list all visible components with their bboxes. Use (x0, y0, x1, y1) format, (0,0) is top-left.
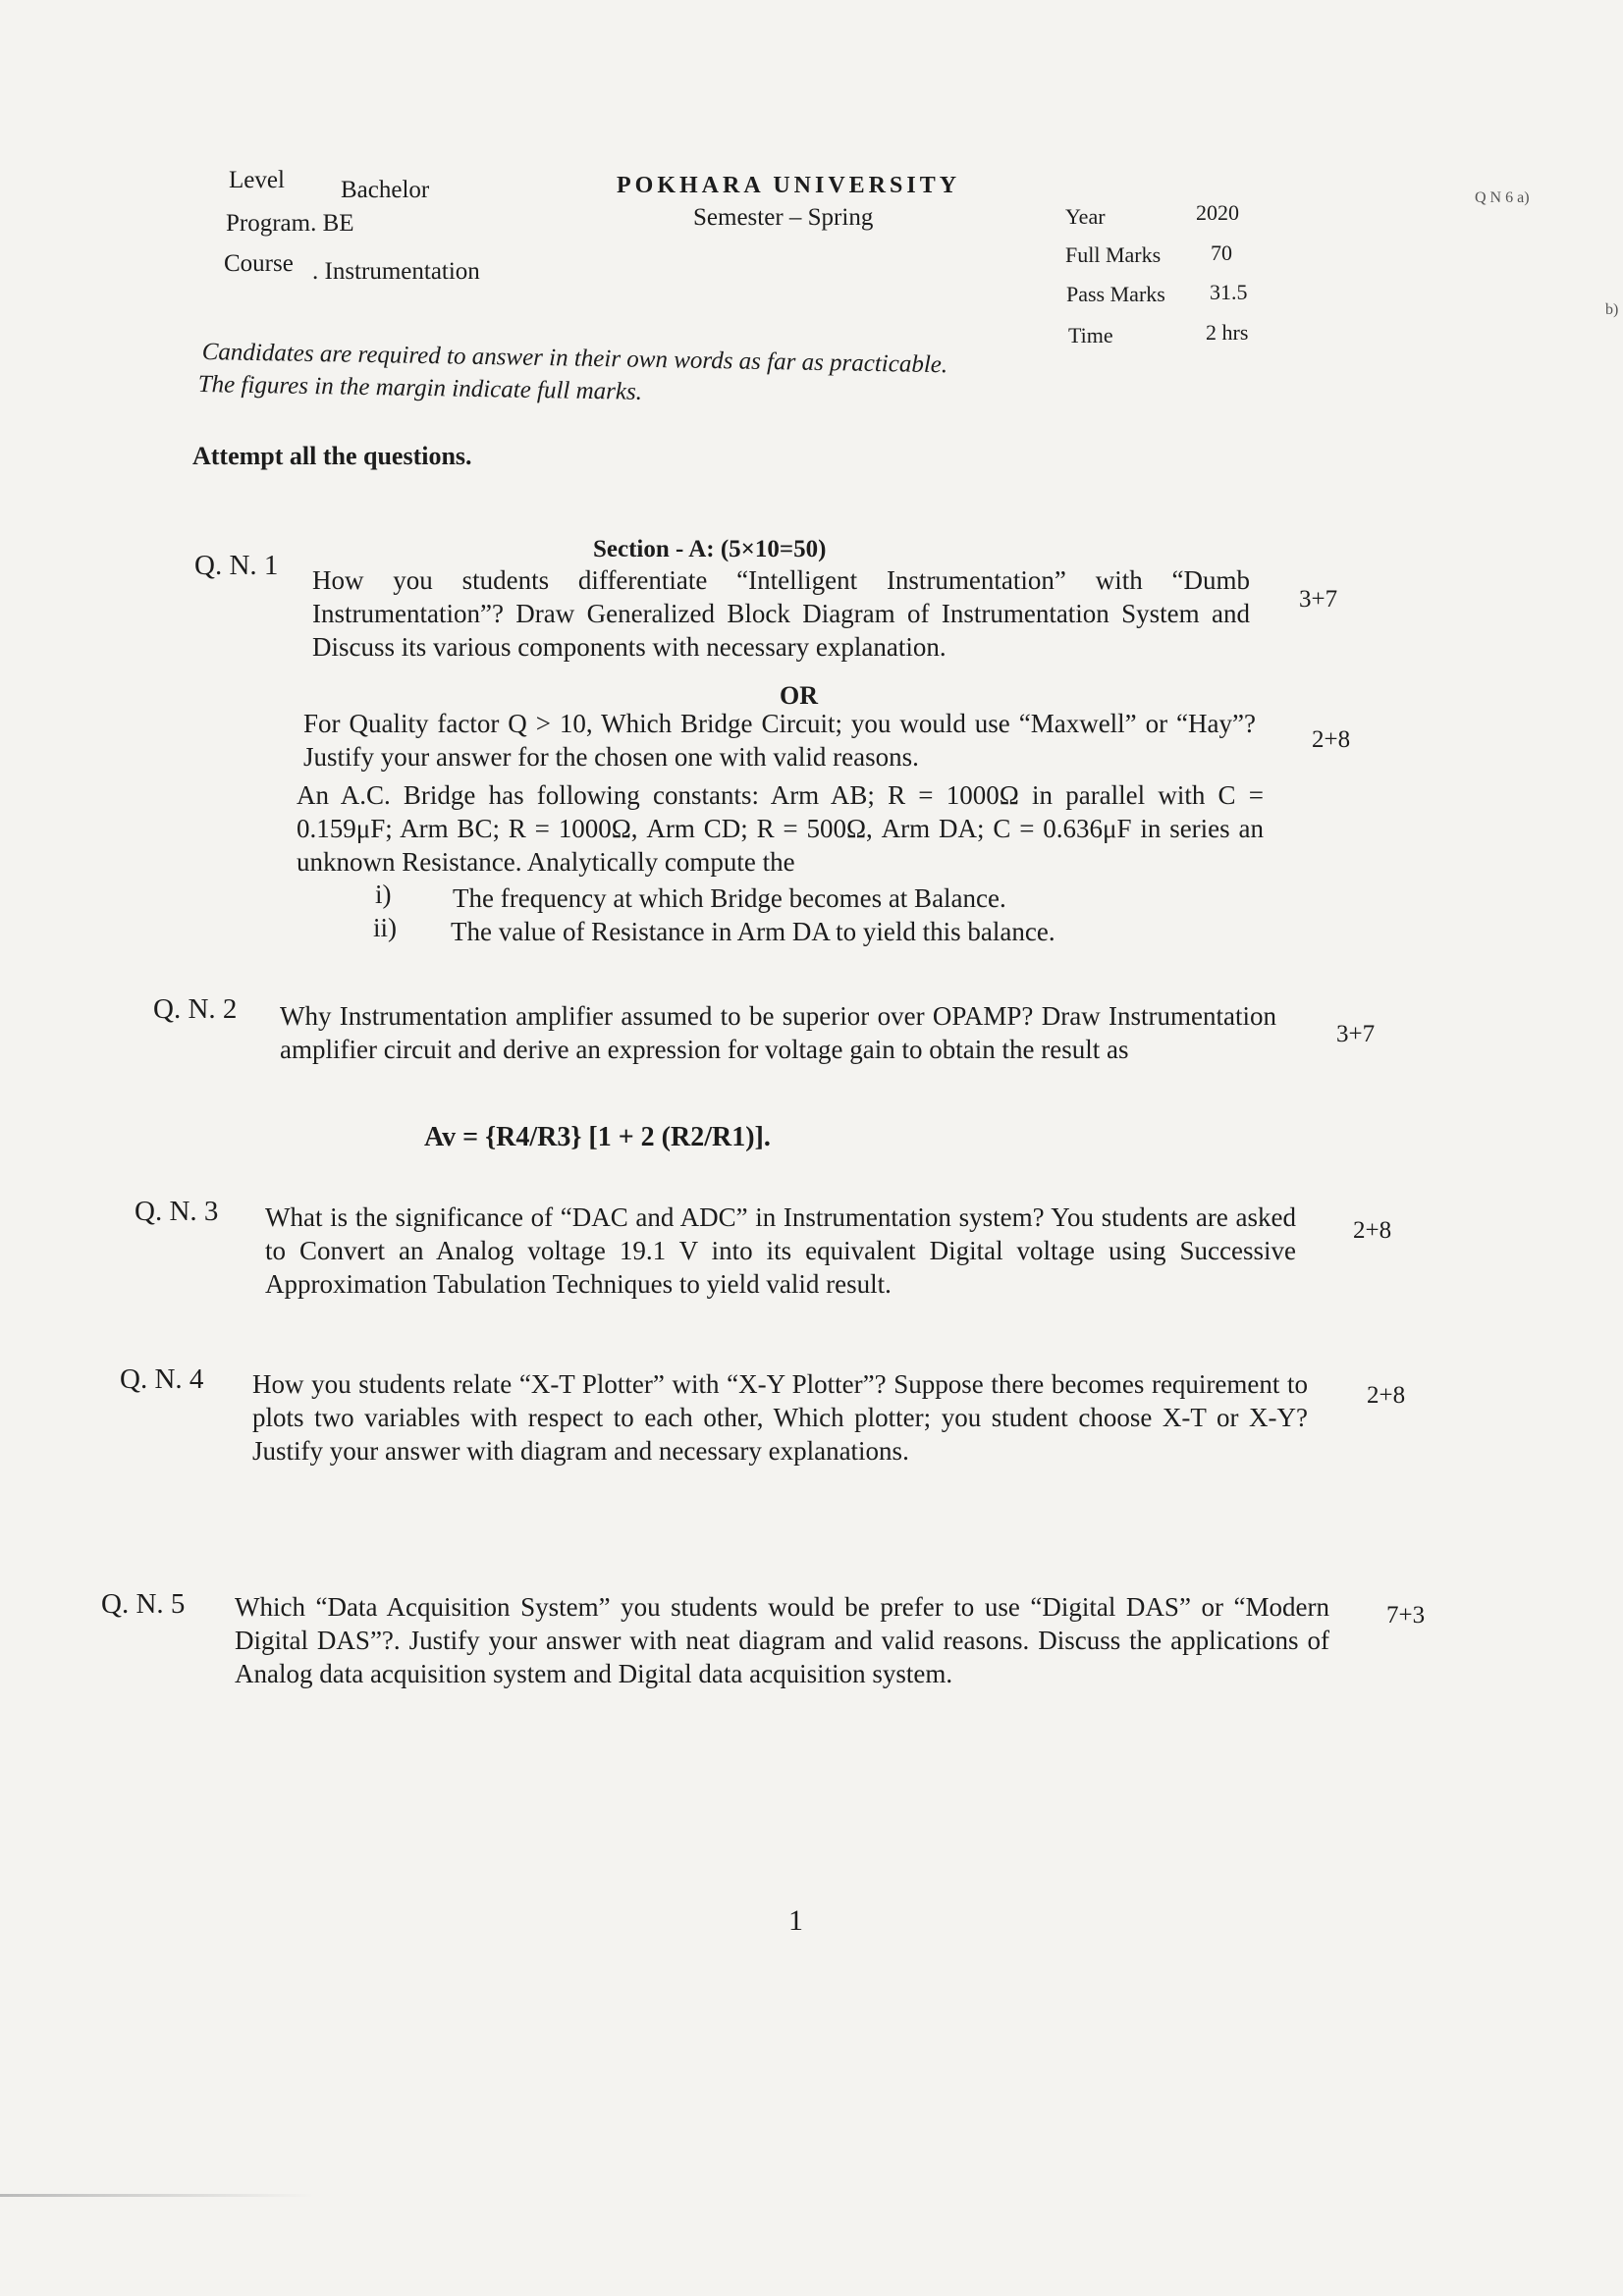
q1-marks: 3+7 (1299, 586, 1338, 613)
section-title: Section - A: (5×10=50) (593, 536, 827, 562)
q1-sub-i-text: The frequency at which Bridge becomes at Balance. (453, 883, 1006, 913)
q1-alt-text: For Quality factor Q > 10, Which Bridge Circuit; you would use “Maxwell” or “Hay”? Justify your answer for the chosen one with valid reasons. (303, 709, 1256, 772)
instruction-line-1: Candidates are required to answer in their own words as far as practicable. (201, 339, 948, 379)
full-marks-label: Full Marks (1065, 242, 1162, 267)
scan-artifact-line (0, 2194, 314, 2197)
level-label: Level (229, 167, 285, 193)
time-label: Time (1068, 323, 1113, 347)
full-marks-value: 70 (1211, 240, 1232, 265)
time-value: 2 hrs (1206, 320, 1249, 345)
q3-text: What is the significance of “DAC and ADC” in Instrumentation system? You students are asked to Convert an Analog voltage 19.1 V into its equivalent Digital voltage using Successive Approximation Tabulation Techniques to yield valid result. (265, 1202, 1296, 1299)
margin-note-top: Q N 6 a) (1475, 189, 1530, 206)
year-value: 2020 (1196, 200, 1239, 225)
university-name: POKHARA UNIVERSITY (617, 173, 961, 198)
q1-number: Q. N. 1 (194, 550, 279, 581)
q2-text: Why Instrumentation amplifier assumed to be superior over OPAMP? Draw Instrumentation amplifier circuit and derive an expression for voltage gain to obtain the result as (280, 1001, 1276, 1064)
year-label: Year (1065, 204, 1106, 229)
q1-text: How you students differentiate “Intelligent Instrumentation” with “Dumb Instrumentation”? Draw Generalized Block Diagram of Instrumentation System and Discuss its various components with necessary explanation. (312, 565, 1250, 662)
pass-marks-value: 31.5 (1210, 280, 1248, 304)
or-divider: OR (780, 681, 818, 710)
attempt-all-instruction: Attempt all the questions. (192, 442, 472, 470)
page-number: 1 (788, 1904, 803, 1937)
q2-marks: 3+7 (1336, 1021, 1376, 1047)
q5-marks: 7+3 (1386, 1602, 1426, 1629)
q2-number: Q. N. 2 (153, 993, 238, 1025)
course-value: . Instrumentation (312, 258, 480, 285)
course-label: Course (224, 250, 294, 277)
q1-alt-marks: 2+8 (1312, 726, 1351, 753)
q4-number: Q. N. 4 (120, 1363, 204, 1395)
q1-sub-ii-label: ii) (373, 913, 397, 942)
q2-formula: Av = {R4/R3} [1 + 2 (R2/R1)]. (424, 1122, 771, 1152)
pass-marks-label: Pass Marks (1066, 282, 1165, 306)
q1-bridge-text: An A.C. Bridge has following constants: Arm AB; R = 1000Ω in parallel with C = 0.159μF; Arm BC; R = 1000Ω, Arm CD; R = 500Ω, Arm DA; C = 0.636μF in series an unknown Resistance. Analytically compute the (297, 780, 1264, 877)
q4-marks: 2+8 (1367, 1382, 1406, 1409)
margin-note-bottom: b) (1605, 301, 1619, 318)
q3-number: Q. N. 3 (135, 1196, 219, 1227)
semester-line: Semester – Spring (693, 204, 874, 231)
q5-number: Q. N. 5 (101, 1588, 186, 1620)
instruction-line-2: The figures in the margin indicate full marks. (197, 371, 643, 405)
q3-marks: 2+8 (1353, 1217, 1392, 1244)
q4-text: How you students relate “X-T Plotter” with “X-Y Plotter”? Suppose there becomes requirement to plots two variables with respect to each other, Which plotter; you student choose X-T or X-Y? Justify your answer with diagram and necessary explanations. (252, 1369, 1308, 1466)
program-line: Program. BE (226, 210, 354, 237)
q1-sub-i-label: i) (375, 880, 392, 909)
q1-sub-ii-text: The value of Resistance in Arm DA to yield this balance. (451, 917, 1055, 946)
level-value: Bachelor (341, 177, 430, 203)
q5-text: Which “Data Acquisition System” you students would be prefer to use “Digital DAS” or “Modern Digital DAS”?. Justify your answer with neat diagram and valid reasons. Discuss the applications of Analog data acquisition system and Digital data acquisition system. (235, 1592, 1329, 1688)
